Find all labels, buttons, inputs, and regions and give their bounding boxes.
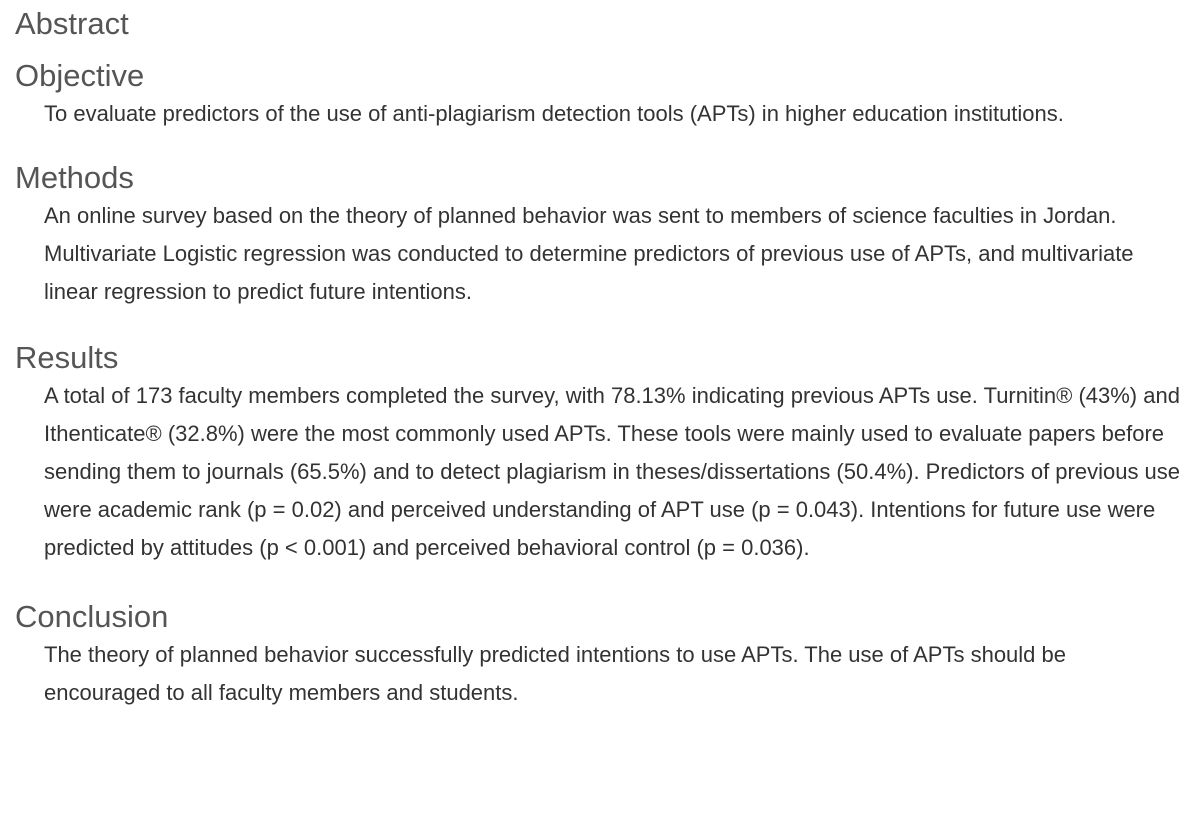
section-body-methods: An online survey based on the theory of planned behavior was sent to members of science faculties in Jordan. Multivariate Logistic regression was conducted to determine predictors of previous use of APTs, and multivariate linear regression to predict future intentions. bbox=[44, 203, 1134, 304]
section-heading-conclusion: Conclusion bbox=[15, 599, 169, 634]
section-heading-objective: Objective bbox=[15, 58, 145, 93]
section-methods bbox=[15, 153, 1186, 311]
section-heading-results: Results bbox=[15, 340, 119, 375]
abstract bbox=[0, 1, 1200, 712]
section-results bbox=[15, 333, 1186, 567]
section-body-objective: To evaluate predictors of the use of anti-plagiarism detection tools (APTs) in higher education institutions. bbox=[44, 101, 1064, 126]
abstract-title: Abstract bbox=[15, 6, 129, 41]
section-body-results: A total of 173 faculty members completed the survey, with 78.13% indicating previous APTs use. Turnitin® (43%) and Ithenticate® (32.8%) were the most commonly used APTs. These tools were mainly used to evaluate papers before sending them to journals (65.5%) and to detect plagiarism in theses/dissertations (50.4%). Predictors of previous use were academic rank (p = 0.02) and perceived understanding of APT use (p = 0.043). Intentions for future use were predicted by attitudes (p < 0.001) and perceived behavioral control (p = 0.036). bbox=[44, 383, 1181, 560]
section-body-conclusion: The theory of planned behavior successfully predicted intentions to use APTs. The use of APTs should be encouraged to all faculty members and students. bbox=[44, 642, 1066, 705]
section-heading-methods: Methods bbox=[15, 160, 134, 195]
section-conclusion bbox=[15, 592, 1186, 712]
section-objective bbox=[15, 51, 1186, 133]
